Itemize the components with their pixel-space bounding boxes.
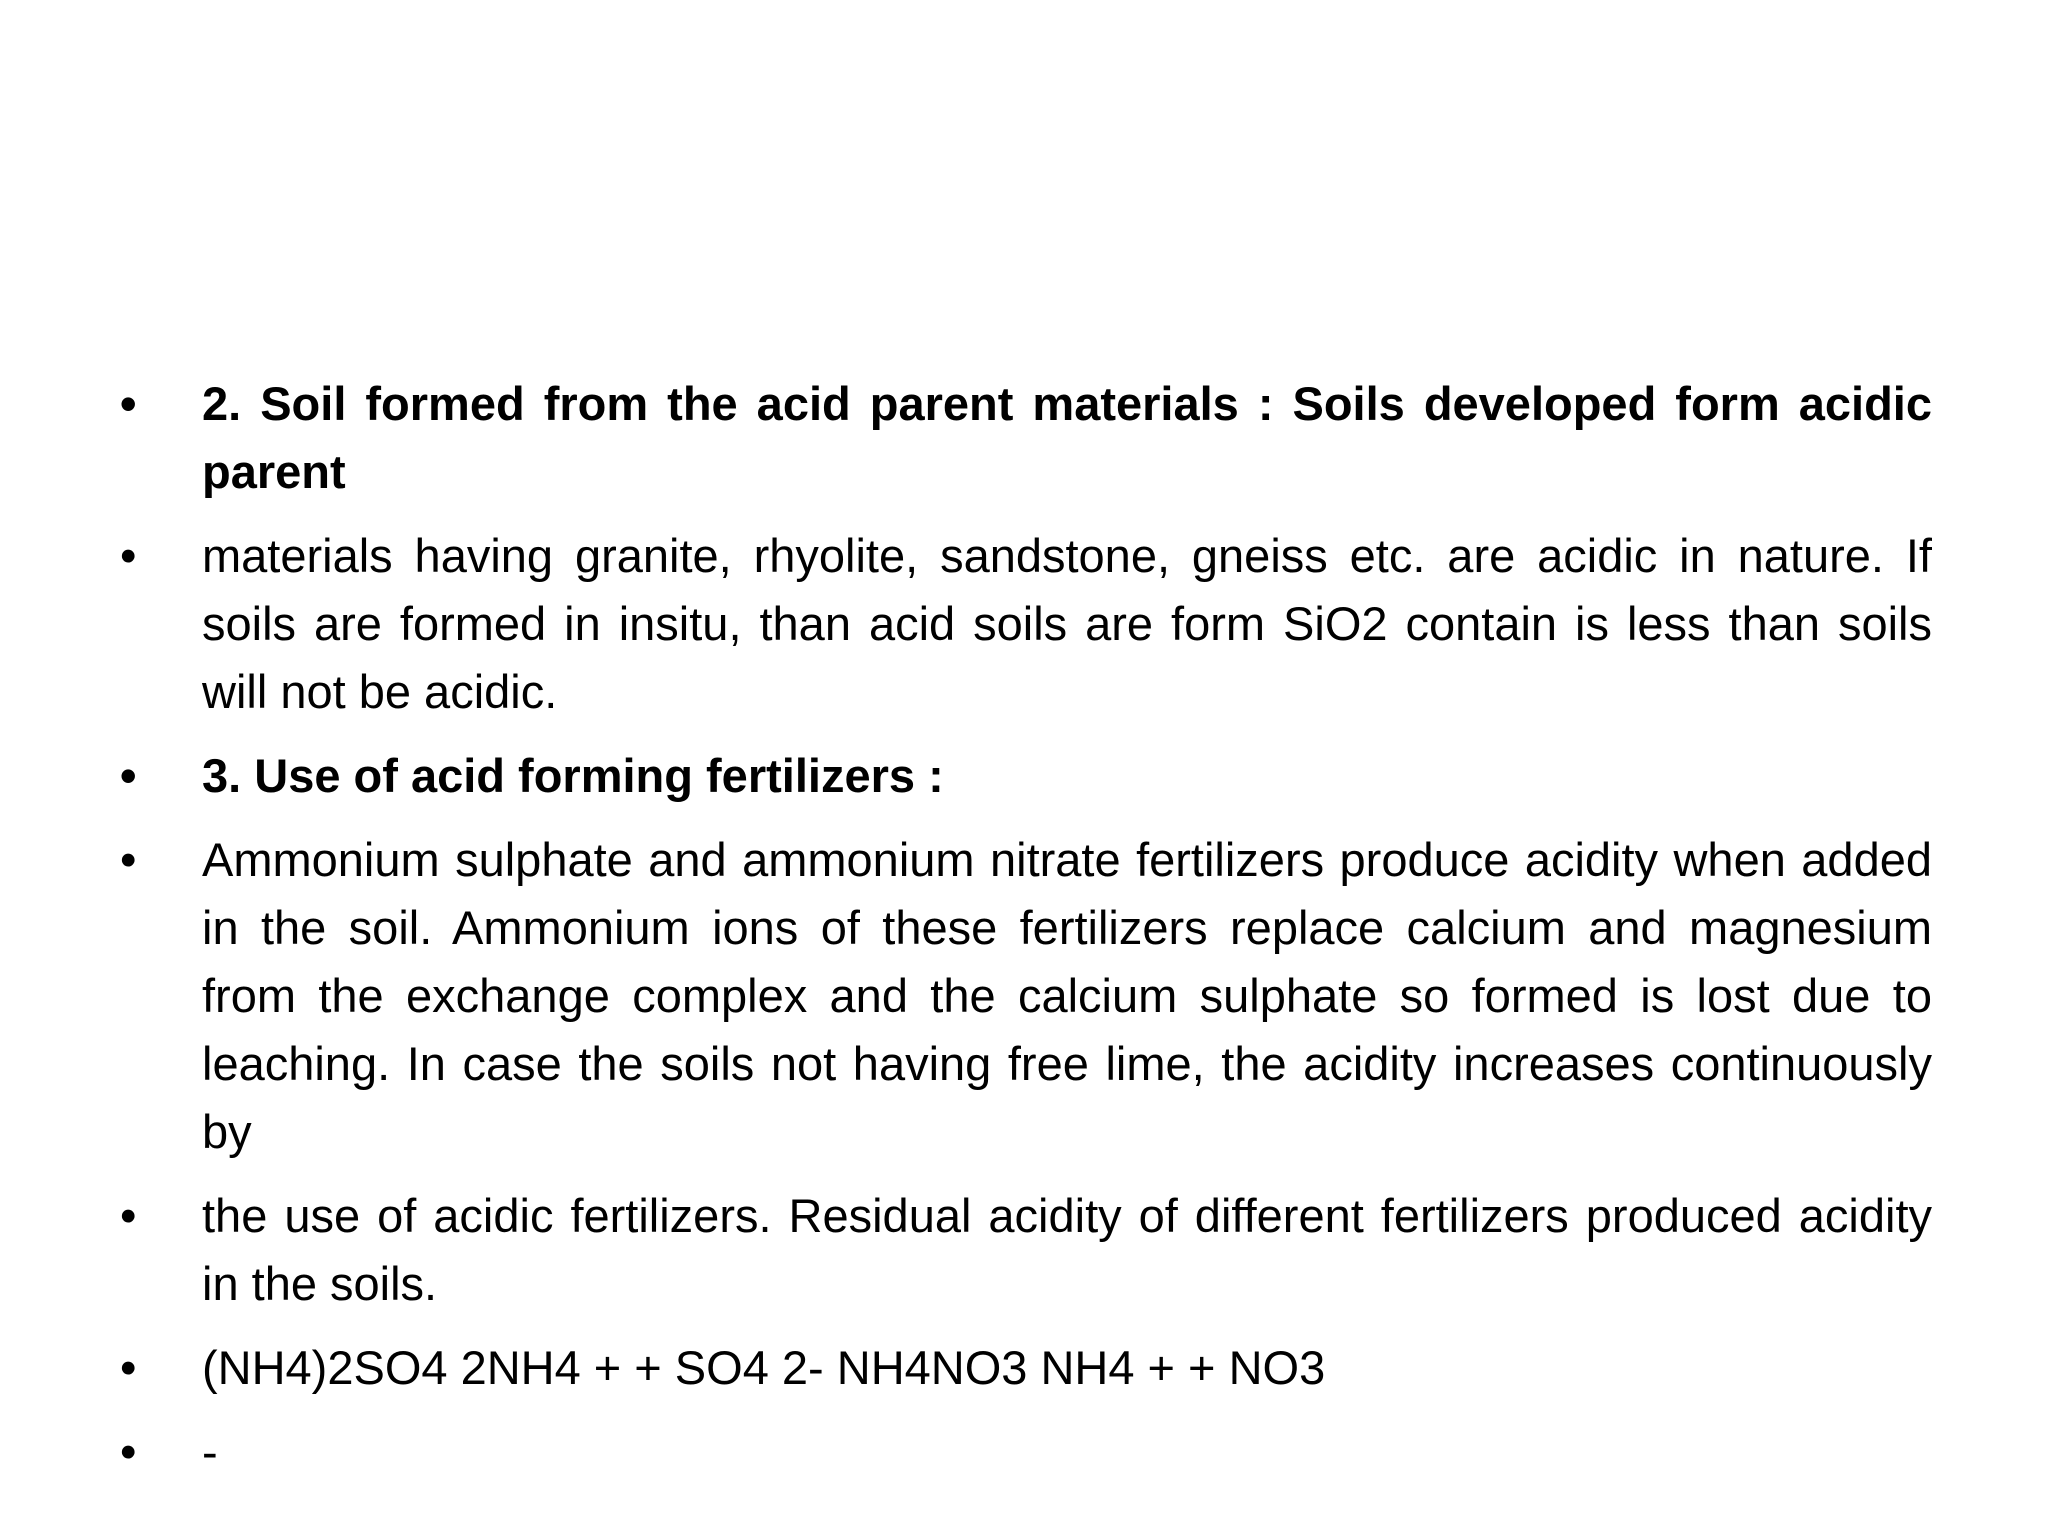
bullet-item-equation: • (NH4)2SO4 2NH4 + + SO4 2- NH4NO3 NH4 + + NO3	[120, 1334, 1932, 1402]
bullet-item-acid-parent-body: • materials having granite, rhyolite, sandstone, gneiss etc. are acidic in nature. If soils are formed in insitu, than acid soils are form SiO2 contain is less than soils will not be acidic.	[120, 522, 1932, 726]
bullet-list	[120, 370, 1932, 1502]
bullet-item-ammonium-body: • Ammonium sulphate and ammonium nitrate fertilizers produce acidity when added in the soil. Ammonium ions of these fertilizers replace calcium and magnesium from the exchange complex and the calcium sulphate so formed is lost due to leaching. In case the soils not having free lime, the acidity increases continuously by	[120, 826, 1932, 1166]
bullet-item-fertilizers-heading: • 3. Use of acid forming fertilizers :	[120, 742, 1932, 810]
bullet-item-dash: • -	[120, 1418, 1932, 1486]
bullet-item-residual-acidity: • the use of acidic fertilizers. Residual acidity of different fertilizers produced acidity in the soils.	[120, 1182, 1932, 1318]
bullet-item-acid-parent-heading: • 2. Soil formed from the acid parent materials : Soils developed form acidic parent	[120, 370, 1932, 506]
